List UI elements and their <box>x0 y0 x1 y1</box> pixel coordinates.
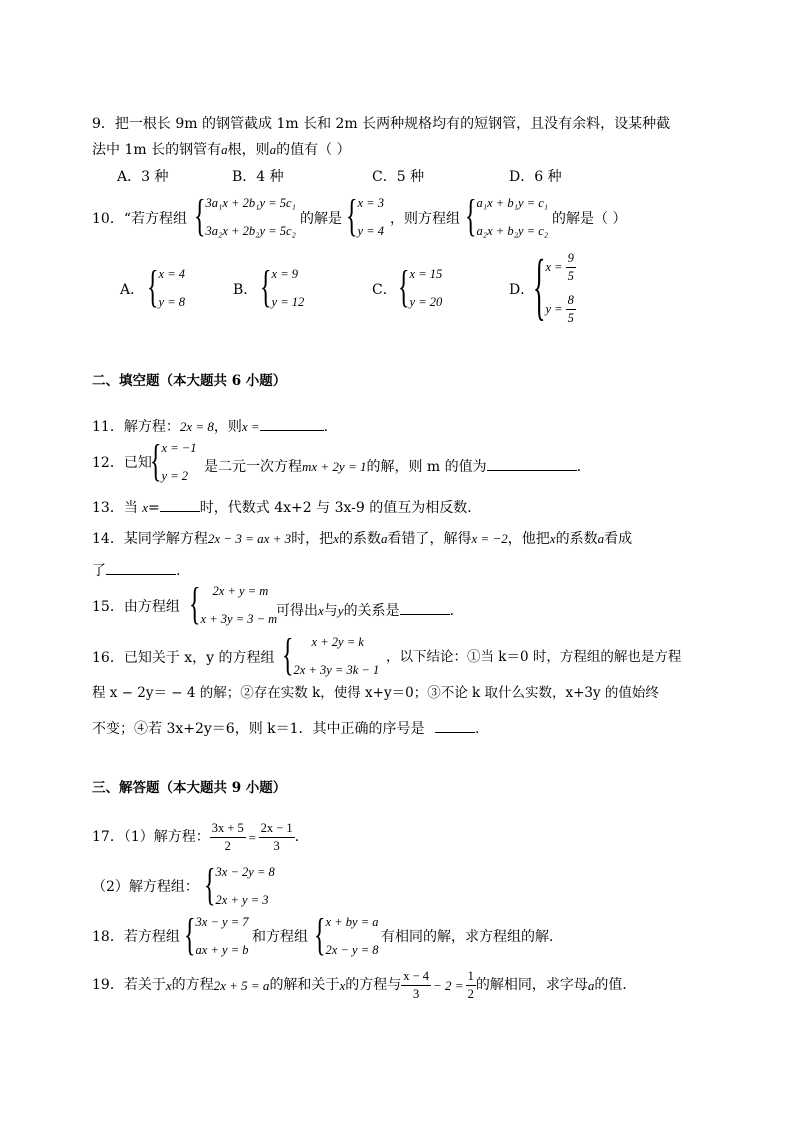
q17-part2-label: （2）解方程组： <box>92 879 199 895</box>
q15-system: { 2x + y = m x + 3y = 3 − m <box>189 580 278 630</box>
q10-system-2: { x = 3 y = 4 <box>346 192 385 242</box>
q12-rest: 是二元一次方程mx + 2y = 1的解，则 m 的值为 . <box>204 456 581 474</box>
q18-c: 有相同的解，求方程组的解． <box>381 929 563 945</box>
brace-icon: { <box>184 911 196 961</box>
brace-icon: { <box>260 263 272 313</box>
section-3-title: 三、解答题（本大题共 9 小题） <box>92 780 287 796</box>
section-2-title: 二、填空题（本大题共 6 小题） <box>92 373 287 389</box>
brace-icon: { <box>346 192 358 242</box>
q10-option-a: { x = 4 y = 8 <box>147 263 186 313</box>
answer-blank[interactable] <box>400 600 450 615</box>
q10-option-b: { x = 9 y = 12 <box>260 263 305 313</box>
q10-option-c-label: C． <box>372 282 397 298</box>
q16-a: 16．已知关于 x，y 的方程组 <box>92 650 275 666</box>
answer-blank[interactable] <box>106 560 176 575</box>
brace-icon: { <box>314 911 326 961</box>
q12-a: 12．已知 <box>92 455 152 471</box>
q14-line2: 了 . <box>92 560 180 578</box>
q18-system-2: { x + by = a 2x − y = 8 <box>314 911 379 961</box>
q10-mid2: ，则方程组 <box>390 211 460 227</box>
q9-option-d: D．6 种 <box>509 169 562 185</box>
brace-icon: { <box>194 192 206 242</box>
q10-system-3: { a₁x + b₁y = c₁ a₂x + b₂y = c₂ <box>465 192 549 242</box>
q10-option-c: { x = 15 y = 20 <box>398 263 443 313</box>
answer-blank[interactable] <box>260 416 324 431</box>
q16-b: ，以下结论：①当 k＝0 时，方程组的解也是方程 <box>386 649 682 665</box>
q16-line2: 程 x − 2y＝ − 4 的解；②存在实数 k，使得 x+y＝0；③不论 k 取什么实数，x+3y 的值始终 <box>92 685 659 701</box>
brace-icon: { <box>533 244 546 329</box>
q17-system: { 3x − 2y = 8 2x + y = 3 <box>204 861 275 911</box>
q15-rest: 可得出x与y的关系是 . <box>276 600 454 618</box>
q16-line3: 不变；④若 3x+2y＝6，则 k＝1．其中正确的序号是 . <box>92 718 479 736</box>
brace-icon: { <box>282 631 294 681</box>
q9-option-b: B．4 种 <box>232 169 284 185</box>
answer-blank[interactable] <box>435 718 475 733</box>
q12-system: { x = −1 y = 2 <box>150 437 197 487</box>
q19: 19．若关于 x 的方程 2x + 5 = a 的解和关于 x 的方程与 $\frac{x - 4}{3}$ − 2 = $\frac{1}{2}$ 的解相同，求字母 a 的值． <box>92 969 637 1001</box>
brace-icon: { <box>465 192 477 242</box>
q9-line2: 法中 1m 长的钢管有a根，则a的值有（ ） <box>92 142 351 158</box>
q10-option-d-label: D． <box>509 282 535 298</box>
q10-option-d: { x = $\frac{9}{5}$ y = $\frac{8}{5}$ <box>533 244 574 329</box>
q18-b: 和方程组 <box>252 929 308 945</box>
q10-option-a-label: A． <box>120 282 145 298</box>
q17-part1: 17．（1）解方程： $\frac{3x + 5}{2}$ = $\frac{2x - 1}{3}$ . <box>92 821 300 853</box>
answer-blank[interactable] <box>487 456 577 471</box>
brace-icon: { <box>398 263 410 313</box>
q9-line1: 9．把一根长 9m 的钢管截成 1m 长和 2m 长两种规格均有的短钢管，且没有余料，设某种截 <box>92 116 671 132</box>
brace-icon: { <box>150 437 162 487</box>
q15-a: 15．由方程组 <box>92 599 180 615</box>
q9-option-a: A．3 种 <box>117 169 169 185</box>
q13: 13．当 x= 时，代数式 4x+2 与 3x-9 的值互为相反数． <box>92 497 481 515</box>
q16-system: { x + 2y = k 2x + 3y = 3k − 1 <box>282 631 380 681</box>
q18-system-1: { 3x − y = 7 ax + y = b <box>184 911 249 961</box>
q9-option-c: C．5 种 <box>372 169 425 185</box>
q11: 11．解方程：2x = 8，则x = . <box>92 416 328 434</box>
q10-system-1: { 3a₁x + 2b₁y = 5c₁ 3a₂x + 2b₂y = 5c₂ <box>194 192 296 242</box>
q10-prefix: 10．“若方程组 <box>92 211 187 227</box>
q18-a: 18．若方程组 <box>92 929 180 945</box>
q10-option-b-label: B． <box>233 282 258 298</box>
q10-suffix: 的解是（ ） <box>552 211 627 227</box>
brace-icon: { <box>189 580 201 630</box>
brace-icon: { <box>204 861 216 911</box>
answer-blank[interactable] <box>160 497 200 512</box>
brace-icon: { <box>147 263 159 313</box>
q10-mid1: 的解是 <box>300 211 342 227</box>
q14-line1: 14．某同学解方程2x − 3 = ax + 3时，把x的系数a看错了，解得x = −2，他把x的系数a看成 <box>92 531 633 547</box>
